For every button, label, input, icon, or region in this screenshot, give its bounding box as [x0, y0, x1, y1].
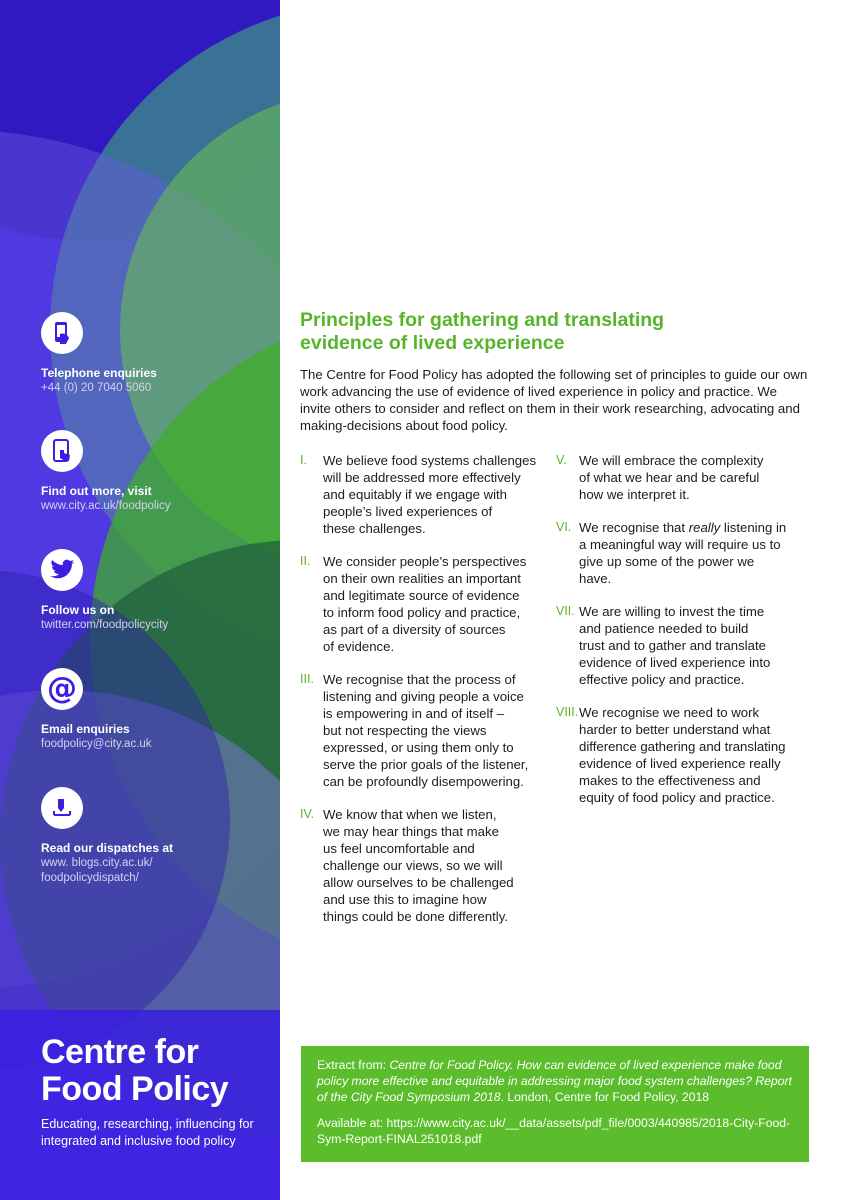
contact-email: [41, 668, 271, 752]
contact-website: [41, 430, 271, 514]
extract-citation-title: Centre for Food Policy. How can evidence of lived experience make food policy more effective and equitable in addressing major food system challenges? Report of the City Food Symposium 2018: [317, 1058, 792, 1104]
principle-text: [579, 519, 789, 587]
extract-prefix: Extract from:: [317, 1058, 390, 1072]
principle-number: IV.: [300, 807, 315, 821]
extract-citation-rest: . London, Centre for Food Policy, 2018: [500, 1090, 710, 1104]
contact-value[interactable]: twitter.com/foodpolicycity: [41, 619, 169, 631]
principle-number: I.: [300, 453, 307, 467]
principle-item: [300, 452, 550, 537]
extract-box: [301, 1046, 809, 1162]
principle-item: [556, 452, 806, 503]
pen-icon: [41, 787, 83, 829]
principle-number: V.: [556, 453, 567, 467]
principle-item: [556, 603, 806, 688]
principle-number: III.: [300, 672, 314, 686]
principle-item: [556, 704, 806, 806]
principle-text-after: listening in a meaningful way will require us to give up some of the power we have.: [579, 520, 787, 586]
principle-number: VI.: [556, 520, 572, 534]
contact-twitter: [41, 549, 271, 633]
principle-number: VII.: [556, 604, 575, 618]
contact-value[interactable]: foodpolicy@city.ac.uk: [41, 738, 152, 750]
principle-text-before: We recognise that: [579, 520, 689, 535]
at-sign-icon: @: [41, 668, 83, 710]
intro-paragraph: The Centre for Food Policy has adopted the following set of principles to guide our own work advancing the use of evidence of lived experience in policy and practice. We invite others to consider and reflect on them in their work researching, advocating and making-decisions about food policy.: [300, 367, 808, 433]
contact-value[interactable]: www.city.ac.uk/foodpolicy: [41, 500, 171, 512]
touch-phone-icon: [41, 430, 83, 472]
principle-text: We are willing to invest the time and patience needed to build trust and to gather and translate evidence of lived experience into effective policy and practice.: [579, 604, 771, 687]
contact-value[interactable]: www. blogs.city.ac.uk/ foodpolicydispatch/: [41, 857, 153, 884]
principle-item: [300, 553, 550, 655]
contact-value[interactable]: +44 (0) 20 7040 5060: [41, 382, 152, 394]
principle-number: II.: [300, 554, 311, 568]
principle-item: [556, 519, 806, 587]
brand-tagline: Educating, researching, influencing for integrated and inclusive food policy: [41, 1117, 254, 1148]
contact-label: Follow us on: [41, 603, 115, 617]
page-heading: Principles for gathering and translating evidence of lived experience: [300, 309, 665, 354]
principle-item: [300, 671, 550, 790]
principle-item: [300, 806, 550, 925]
principle-number: VIII.: [556, 705, 579, 719]
contact-blog: [41, 787, 271, 886]
principle-text: We will embrace the complexity of what we hear and be careful how we interpret it.: [579, 453, 764, 502]
contact-telephone: [41, 312, 271, 396]
principle-text: We know that when we listen, we may hear things that make us feel uncomfortable and challenge our views, so we will allow ourselves to be challenged and use this to imagine how things could be done differently.: [323, 807, 514, 924]
contact-label: Find out more, visit: [41, 484, 152, 498]
principle-text-emphasis: really: [688, 520, 721, 535]
phone-icon: [41, 312, 83, 354]
contact-label: Email enquiries: [41, 722, 130, 736]
principle-text: We recognise we need to work harder to better understand what difference gathering and translating evidence of lived experience really makes to the effectiveness and equity of food policy and practice.: [579, 705, 786, 805]
extract-citation: [317, 1057, 793, 1105]
sidebar: [0, 0, 280, 1200]
contact-label: Read our dispatches at: [41, 841, 174, 855]
brand-block: [41, 1034, 276, 1150]
principle-text: We believe food systems challenges will be addressed more effectively and equitably if we engage with people’s lived experiences of these challenges.: [323, 453, 537, 536]
principles-column-right: [556, 452, 806, 822]
principle-text: We recognise that the process of listening and giving people a voice is empowering in and of itself – but not respecting the views expressed, or using them only to serve the prior goals of the listener, can be profoundly disempowering.: [323, 672, 529, 789]
extract-available-link[interactable]: Available at: https://www.city.ac.uk/__data/assets/pdf_file/0003/440985/2018-City-Food-Sym-Report-FINAL251018.pdf: [317, 1116, 791, 1146]
principle-text: We consider people’s perspectives on their own realities an important and legitimate source of evidence to inform food policy and practice, as part of a diversity of sources of evidence.: [323, 554, 527, 654]
brand-name: Centre for Food Policy: [41, 1033, 229, 1108]
contact-label: Telephone enquiries: [41, 366, 157, 380]
principles-column-left: [300, 452, 550, 941]
twitter-bird-icon: [41, 549, 83, 591]
